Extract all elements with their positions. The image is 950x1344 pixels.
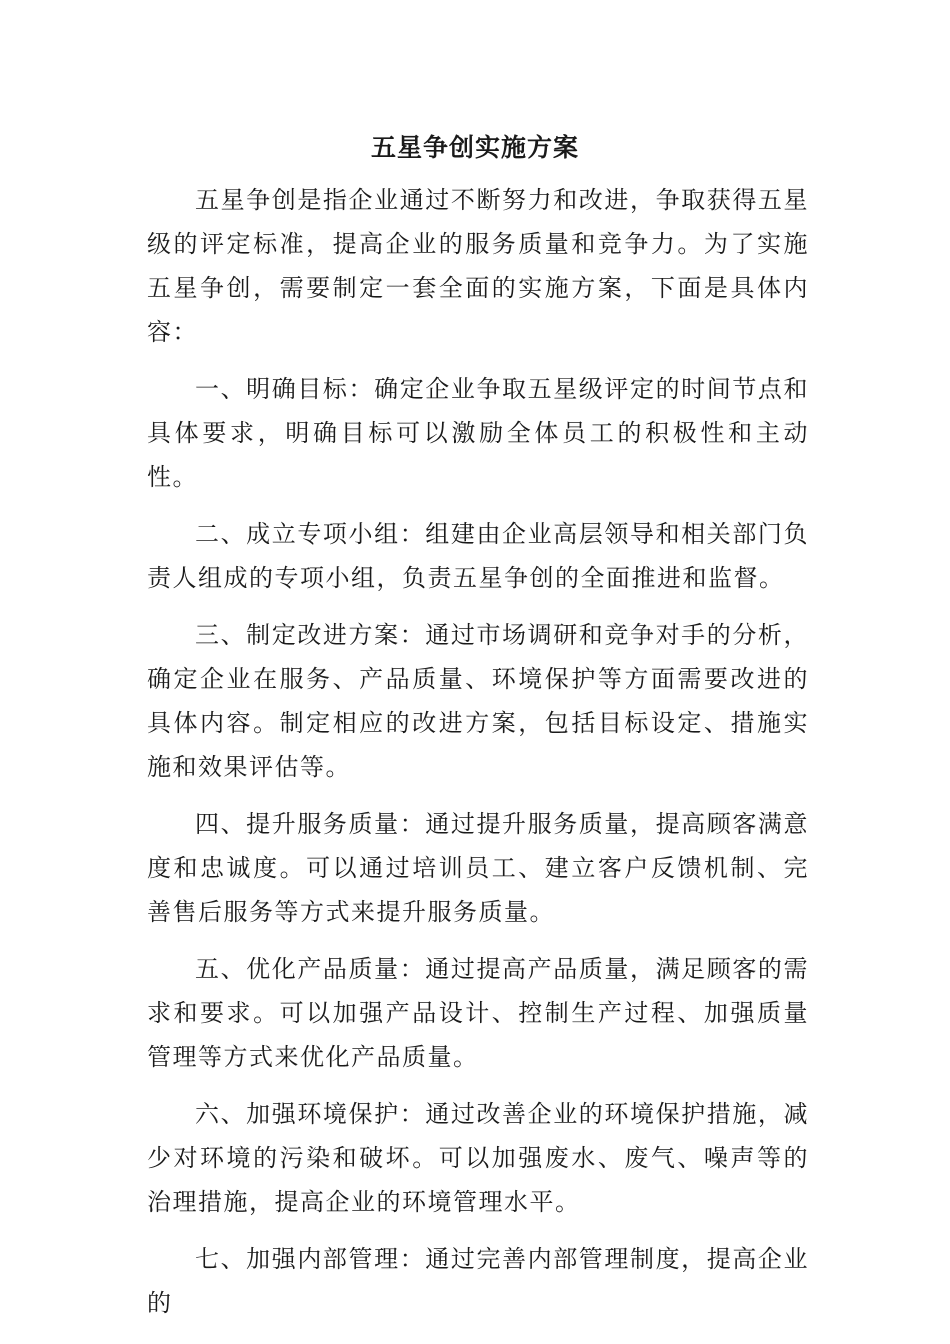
paragraph-service-quality: 四、提升服务质量：通过提升服务质量，提高顾客满意度和忠诚度。可以通过培训员工、建立客户反馈机制、完善售后服务等方式来提升服务质量。 xyxy=(147,810,809,926)
paragraph-goal: 一、明确目标：确定企业争取五星级评定的时间节点和具体要求，明确目标可以激励全体员工的积极性和主动性。 xyxy=(147,375,809,491)
paragraph-environment: 六、加强环境保护：通过改善企业的环境保护措施，减少对环境的污染和破坏。可以加强废水、废气、噪声等的治理措施，提高企业的环境管理水平。 xyxy=(147,1100,809,1216)
document-title: 五星争创实施方案 xyxy=(370,133,579,162)
paragraph-product-quality: 五、优化产品质量：通过提高产品质量，满足顾客的需求和要求。可以加强产品设计、控制生产过程、加强质量管理等方式来优化产品质量。 xyxy=(147,955,809,1071)
paragraph-internal-management: 七、加强内部管理：通过完善内部管理制度，提高企业的 xyxy=(147,1245,809,1317)
paragraph-improvement-plan: 三、制定改进方案：通过市场调研和竞争对手的分析，确定企业在服务、产品质量、环境保护等方面需要改进的具体内容。制定相应的改进方案，包括目标设定、措施实施和效果评估等。 xyxy=(147,621,809,781)
paragraph-intro: 五星争创是指企业通过不断努力和改进，争取获得五星级的评定标准，提高企业的服务质量和竞争力。为了实施五星争创，需要制定一套全面的实施方案，下面是具体内容： xyxy=(147,186,809,346)
document-body xyxy=(147,178,809,1325)
paragraph-team: 二、成立专项小组：组建由企业高层领导和相关部门负责人组成的专项小组，负责五星争创的全面推进和监督。 xyxy=(147,520,809,592)
